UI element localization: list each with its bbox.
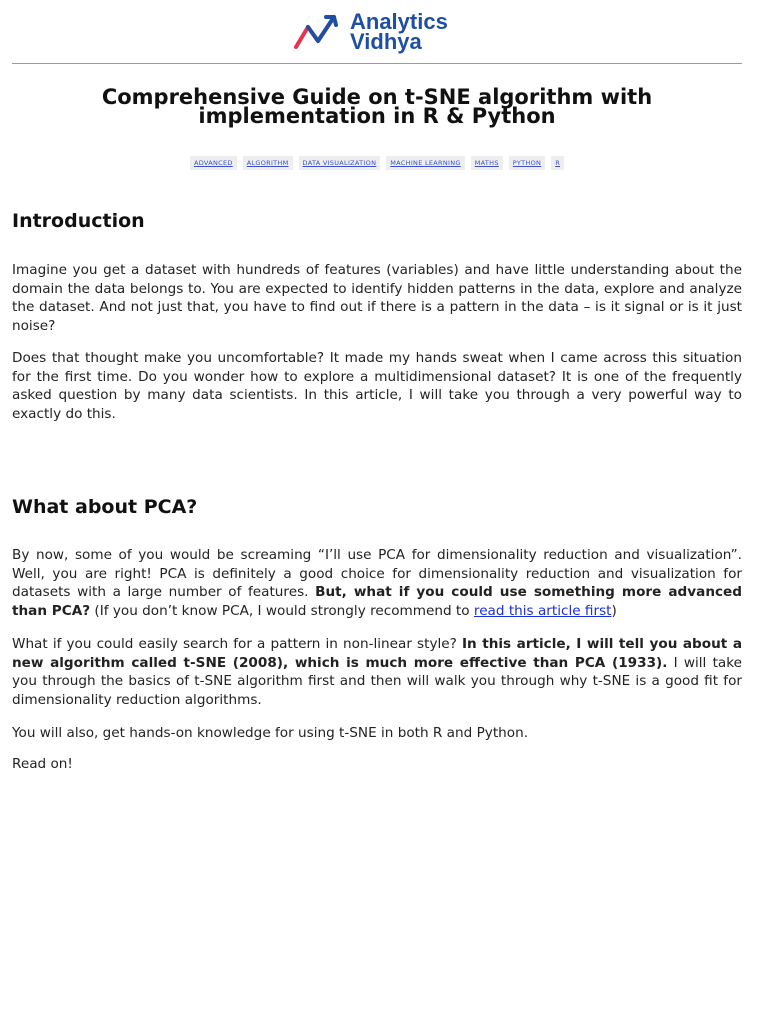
tag-algorithm[interactable]: ALGORITHM xyxy=(243,156,293,170)
tag-advanced[interactable]: ADVANCED xyxy=(190,156,237,170)
site-header xyxy=(0,0,768,64)
pca-p1-text-a: By now, some of you would be screaming “I’ll use PCA for dimensionality reduction and visualization”. Well, you are right! PCA is definitely a good choice for dimensionality reduction and visualization for datasets with a large number of features. xyxy=(12,547,742,601)
logo-line-1: Analytics xyxy=(350,9,448,34)
logo-wordmark xyxy=(350,9,448,54)
intro-paragraph-1: Imagine you get a dataset with hundreds of features (variables) and have little understanding about the domain the data belongs to. You are expected to identify hidden patterns in the data, explore and analyze the dataset. And not just that, you have to find out if there is a pattern in the data – is it signal or is it just noise? xyxy=(12,262,742,335)
tag-python[interactable]: PYTHON xyxy=(509,156,545,170)
pca-p1-text-b: (If you don’t know PCA, I would strongly recommend to xyxy=(90,603,474,620)
pca-p2-text-a: What if you could easily search for a pattern in non-linear style? xyxy=(12,636,462,652)
pca-paragraph-1 xyxy=(12,546,742,621)
introduction-heading: Introduction xyxy=(12,210,145,232)
read-on-text: Read on! xyxy=(12,756,73,772)
logo-chart-icon xyxy=(292,11,348,53)
pca-p2-bold: In this article, I will tell you about a new algorithm called t-SNE (2008), which is much more effective than PCA (1933). xyxy=(12,636,742,671)
tag-list xyxy=(0,156,754,170)
intro-paragraph-2: Does that thought make you uncomfortable? It made my hands sweat when I came across this situation for the first time. Do you wonder how to explore a multidimensional dataset? It is one of the frequently asked question by many data scientists. In this article, I will take you through a very powerful way to exactly do this. xyxy=(12,350,742,423)
tag-r[interactable]: R xyxy=(551,156,564,170)
pca-p1-text-c: ) xyxy=(611,603,617,620)
article-title: Comprehensive Guide on t-SNE algorithm with implementation in R & Python xyxy=(101,85,653,128)
read-article-link[interactable]: read this article first xyxy=(473,603,612,620)
tag-machine-learning[interactable]: MACHINE LEARNING xyxy=(386,156,465,170)
pca-p1-bold: But, what if you could use something more advanced than PCA? xyxy=(12,584,743,620)
logo-line-2: Vidhya xyxy=(350,29,422,54)
header-divider xyxy=(12,63,742,64)
pca-p2-text-b: I will take you through the basics of t-SNE algorithm first and then will walk you through why t-SNE is a good fit for dimensionality reduction algorithms. xyxy=(12,654,742,709)
tag-data-visualization[interactable]: DATA VISUALIZATION xyxy=(299,156,381,170)
tag-maths[interactable]: MATHS xyxy=(471,156,503,170)
pca-paragraph-3: You will also, get hands-on knowledge for using t-SNE in both R and Python. xyxy=(12,725,529,741)
pca-heading: What about PCA? xyxy=(12,496,198,518)
pca-paragraph-2 xyxy=(12,635,742,710)
site-logo[interactable] xyxy=(292,8,468,56)
